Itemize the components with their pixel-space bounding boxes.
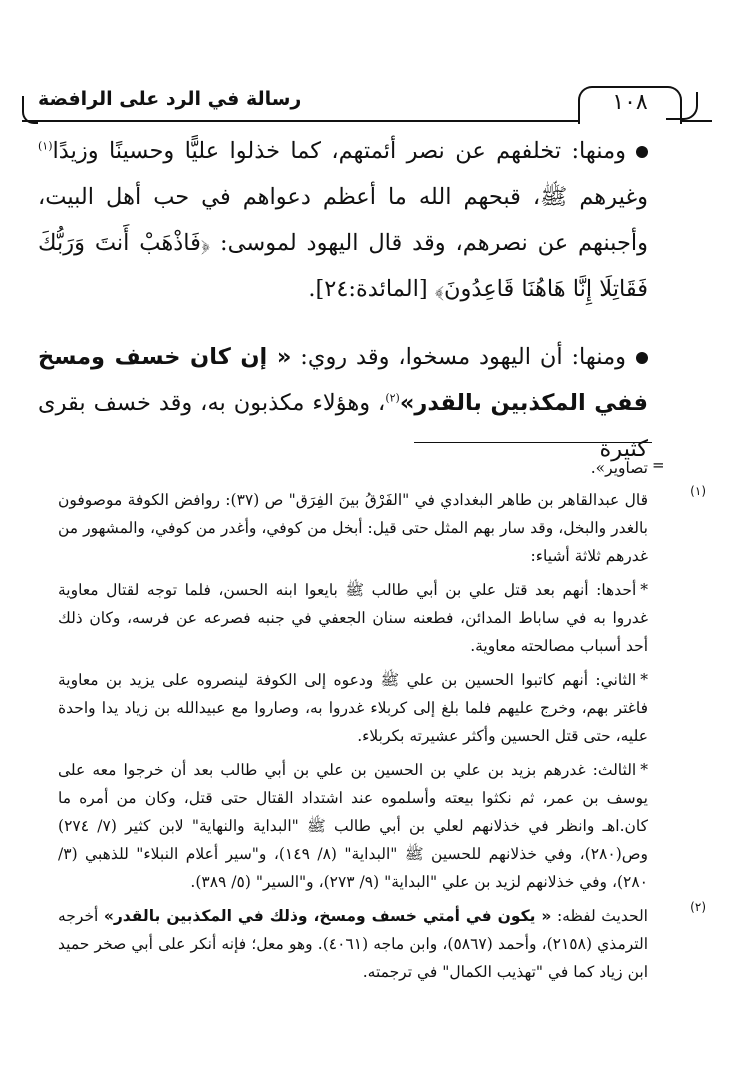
hadith-quote: « إن كان خسف ومسخ ففي المكذبين بالقدر» — [38, 344, 648, 416]
paragraph-2-text-a: ومنها: أن اليهود مسخوا، وقد روي: — [291, 344, 626, 370]
asterisk-icon: * — [640, 581, 648, 599]
footnote-2-marker: (٢) — [690, 900, 706, 914]
bullet-icon — [636, 352, 648, 364]
footnote-1-intro: قال عبدالقاهر بن طاهر البغدادي في "الفَرْقُ بينَ الفِرَق" ص (٣٧): روافض الكوفة موصوفون بالغدر والبخل، وقد سار بهم المثل حتى قيل: أبخل من كوفي، وأغدر من كوفي، والمشهور من غدرهم ثلاثة أشياء: — [58, 491, 648, 565]
footnote-2-text-a: الحديث لفظه: — [551, 907, 648, 925]
continuation-mark: = — [652, 456, 665, 474]
footnote-continuation: تصاوير». — [590, 459, 648, 477]
footnote-1-item-3 — [58, 756, 648, 896]
book-title: رسالة في الرد على الرافضة — [38, 88, 302, 110]
footnote-ref-1[interactable]: (١) — [38, 139, 53, 153]
footnote-1-item-1 — [58, 576, 648, 660]
asterisk-icon: * — [640, 671, 648, 689]
footnote-2-text-b: أخرجه الترمذي (٢١٥٨)، وأحمد (٥٨٦٧)، وابن ماجه (٤٠٦١). وهو معل؛ فإنه أنكر على أبي صخر حميد ابن زياد كما في "تهذيب الكمال" في ترجمته. — [58, 907, 649, 981]
paragraph-2-text-b: ، وهؤلاء مكذبون به، وقد خسف بقرى كثيرة — [38, 390, 648, 462]
footnote-1-item-2-text: الثاني: أنهم كاتبوا الحسين بن علي ﷺ ودعوه إلى الكوفة لينصروه على يزيد بن معاوية فاغتر بهم، وخرج عليهم فلما بلغ إلى كربلاء غدروا به، وصاروا مع عبيدالله بن زياد يدا واحدة عليه، حتى قتل الحسين وأكثر عشيرته بكربلاء. — [58, 671, 648, 745]
footnotes — [58, 454, 706, 986]
verse-reference: [المائدة:٢٤]. — [308, 276, 435, 302]
bullet-icon — [636, 146, 648, 158]
footnote-1-item-2 — [58, 666, 648, 750]
paragraph-1-text-a: ومنها: تخلفهم عن نصر أئمتهم، كما خذلوا عليًّا وحسينًا وزيدًا — [52, 138, 626, 164]
footnote-2-text — [58, 902, 648, 986]
header-ornament-right — [666, 92, 698, 120]
main-text — [38, 128, 648, 472]
header-ornament-left — [22, 96, 38, 124]
footnote-2 — [58, 900, 706, 986]
page-number: ١٠٨ — [612, 90, 648, 115]
footnote-ref-2[interactable]: (٢) — [385, 391, 400, 405]
footnote-separator — [414, 442, 652, 443]
asterisk-icon: * — [640, 761, 648, 779]
quran-verse: ﴿فَاذْهَبْ أَنتَ وَرَبُّكَ فَقَاتِلَا إِنَّا هَاهُنَا قَاعِدُونَ﴾ — [38, 230, 648, 302]
paragraph-2 — [38, 334, 648, 472]
page-header — [22, 86, 712, 126]
footnote-1-marker: (١) — [690, 484, 706, 498]
paragraph-1 — [38, 128, 648, 312]
footnote-1-item-3-text: الثالث: غدرهم بزيد بن علي بن الحسين بن علي بن أبي طالب بعد أن خرجوا معه على يوسف بن عمر، ثم نكثوا بيعته وأسلموه عند اشتداد القتال حتى قتل، وكان من أمره ما كان.اهـ وانظر في خذلانهم لعلي بن أبي طالب ﷺ "البداية والنهاية" لابن كثير (٧/ ٢٧٤) وص(٢٨٠)، وفي خذلانهم للحسين ﷺ "البداية" (٨/ ١٤٩)، و"سير أعلام النبلاء" للذهبي (٣/ ٢٨٠)، وفي خذلانهم لزيد بن علي "البداية" (٩/ ٢٧٣)، و"السير" (٥/ ٣٨٩). — [58, 761, 648, 891]
footnote-1-item-1-text: أحدها: أنهم بعد قتل علي بن أبي طالب ﷺ بايعوا ابنه الحسن، فلما توجه لقتال معاوية غدروا به في ساباط المدائن، فطعنه سنان الجعفي في جنبه فصرعه عن فرسه، وكان ذلك أحد أسباب مصالحته معاوية. — [58, 581, 648, 655]
paragraph-1-text-b: وغيرهم ﷺ، قبحهم الله ما أعظم دعواهم في حب أهل البيت، وأجبنهم عن نصرهم، وقد قال اليهود لموسى: — [38, 184, 648, 256]
footnote-1 — [58, 484, 706, 896]
footnote-2-hadith: « يكون في أمتي خسف ومسخ، وذلك في المكذبين بالقدر» — [103, 907, 552, 925]
